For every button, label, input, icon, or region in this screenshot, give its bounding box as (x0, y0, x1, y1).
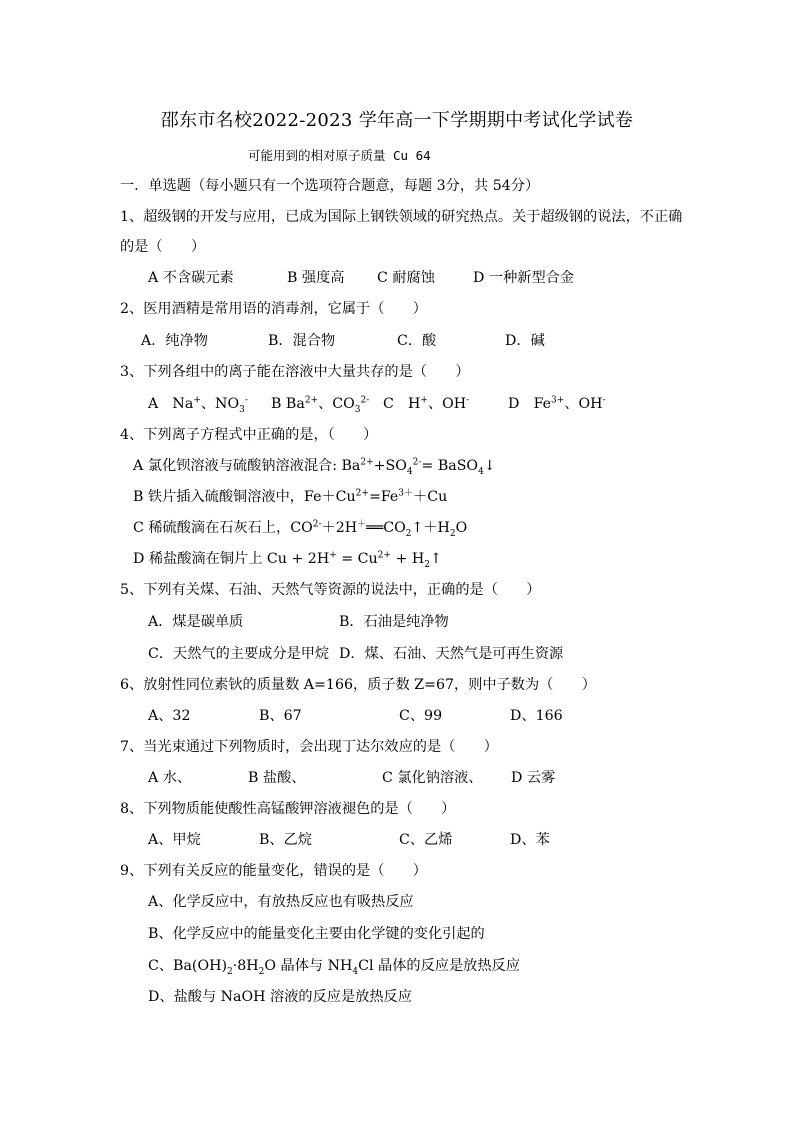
q9-option-a: A、化学反应中，有放热反应也有吸热反应 (148, 894, 414, 910)
q1-option-d: D 一种新型合金 (473, 270, 575, 286)
q7-option-b: B 盐酸、 (248, 770, 306, 786)
exam-title: 邵东市名校2022-2023 学年高一下学期期中考试化学试卷 (160, 110, 634, 131)
q4-option-c: C 稀硫酸滴在石灰石上，$CO^{2-}+2H^+══CO_2↑+H_2O$ (133, 519, 468, 539)
q4-option-b: B 铁片插入硫酸铜溶液中，$Fe+Cu^{2+}=Fe^{3+}+Cu$ (133, 488, 448, 505)
q8-option-d: D、苯 (510, 832, 550, 848)
q8-stem: 8、下列物质能使酸性高锰酸钾溶液褪色的是（ ） (120, 801, 456, 817)
q4-stem: 4、下列离子方程式中正确的是，（ ） (120, 427, 378, 443)
q7-option-c: C 氯化钠溶液、 (382, 770, 483, 786)
q7-option-d: D 云雾 (511, 770, 556, 786)
q9-stem: 9、下列有关反应的能量变化，错误的是（ ） (120, 863, 427, 879)
q6-stem: 6、放射性同位素钬的质量数 A=166，质子数 Z=67，则中子数为（ ） (120, 677, 596, 693)
q1-stem-line2: 的是（ ） (120, 239, 206, 255)
q3-option-a: A Na+、$NO_3^-$ (148, 395, 248, 415)
q3-option-b: B $Ba^{2+}$、$CO_3^{2-}$ (271, 395, 370, 415)
q7-stem: 7、当光束通过下列物质时，会出现丁达尔效应的是（ ） (120, 739, 498, 755)
section-heading: 一．单选题（每小题只有一个选项符合题意，每题 3分，共 54分） (120, 178, 540, 194)
q4-option-a: A 氯化钡溶液与硫酸钠溶液混合: $Ba^{2+}+SO_4^{2-}=$ BaSO$_4$↓ (133, 457, 496, 477)
q1-option-a: A 不含碳元素 (148, 270, 234, 286)
relative-atomic-mass-note: 可能用到的相对原子质量 Cu 64 (248, 148, 431, 163)
q6-option-c: C、99 (399, 708, 443, 724)
q2-option-a: A．纯净物 (141, 333, 208, 349)
q3-option-c: C H+、OH- (383, 395, 470, 412)
q3-stem: 3、下列各组中的离子能在溶液中大量共存的是（ ） (120, 364, 470, 380)
q5-option-a: A．煤是碳单质 (148, 614, 244, 630)
q9-option-b: B、化学反应中的能量变化主要由化学键的变化引起的 (148, 926, 485, 942)
q8-option-a: A、甲烷 (148, 832, 201, 848)
q8-option-b: B、乙烷 (259, 832, 312, 848)
q5-stem: 5、下列有关煤、石油、天然气等资源的说法中，正确的是（ ） (120, 582, 541, 598)
q9-option-d: D、盐酸与 NaOH 溶液的反应是放热反应 (148, 989, 412, 1005)
q5-option-c: C．天然气的主要成分是甲烷 (148, 646, 330, 662)
q2-option-c: C．酸 (397, 333, 437, 349)
q1-option-b: B 强度高 (287, 270, 345, 286)
q4-option-d: D 稀盐酸滴在铜片上 $Cu + 2H^+ = Cu^{2+}$ + $H_2↑$ (133, 550, 442, 570)
q9-option-c: C、$Ba(OH)_2\cdot 8H_2O$ 晶体与 $NH_4Cl$ 晶体的反应是放热反应 (148, 958, 520, 977)
q2-stem: 2、医用酒精是常用语的消毒剂，它属于（ ） (120, 301, 427, 317)
q2-option-b: B．混合物 (268, 333, 336, 349)
q6-option-a: A、32 (148, 708, 191, 724)
q1-option-c: C 耐腐蚀 (377, 270, 435, 286)
q7-option-a: A 水、 (148, 770, 192, 786)
q8-option-c: C、乙烯 (399, 832, 453, 848)
q5-option-d: D．煤、石油、天然气是可再生资源 (339, 646, 564, 662)
q6-option-d: D、166 (510, 708, 563, 724)
q3-option-d: D $Fe^{3+}$、OH- (508, 395, 606, 412)
q1-stem-line1: 1、超级钢的开发与应用，已成为国际上钢铁领域的研究热点。关于超级钢的说法，不正确 (120, 209, 683, 225)
q5-option-b: B．石油是纯净物 (339, 614, 449, 630)
q6-option-b: B、67 (259, 708, 302, 724)
q2-option-d: D．碱 (505, 333, 545, 349)
